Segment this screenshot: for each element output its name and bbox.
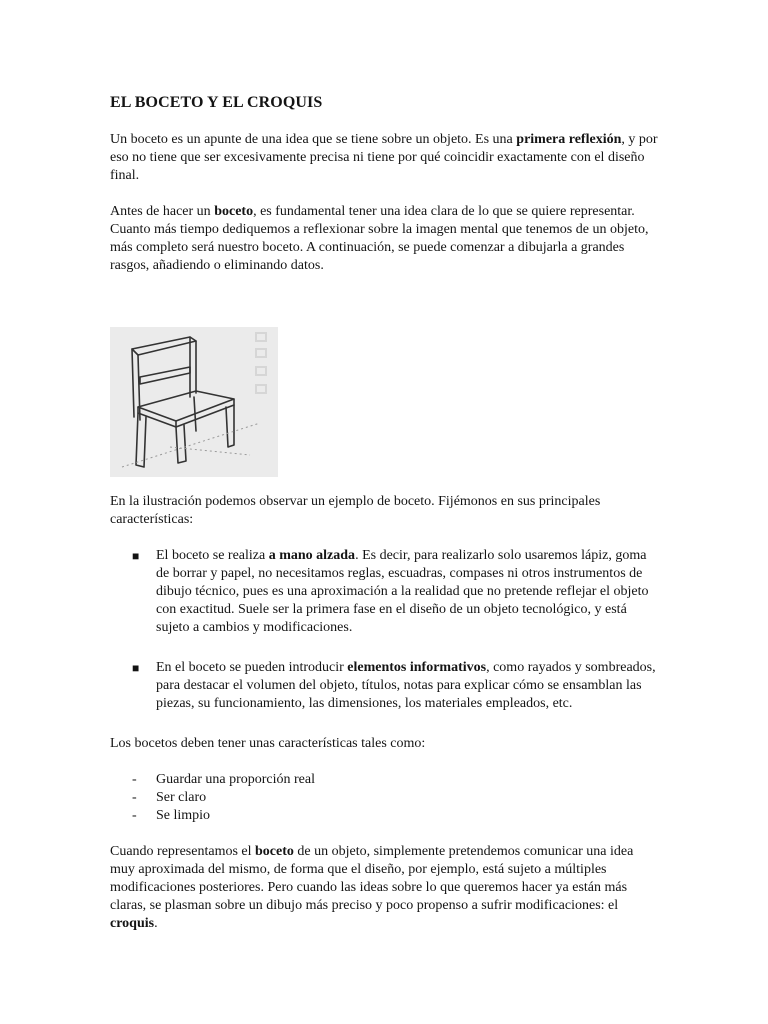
list-item xyxy=(110,789,658,807)
chair-sketch-icon xyxy=(110,327,278,477)
document-body xyxy=(110,93,658,933)
bold-term: a mano alzada xyxy=(268,548,356,563)
text: Guardar una proporción real xyxy=(156,772,315,787)
text: En el boceto se pueden introducir xyxy=(156,660,348,675)
list-item xyxy=(110,807,658,825)
bold-term: primera reflexión xyxy=(516,132,622,147)
bold-term: croquis xyxy=(110,916,155,931)
text: . Es decir, para realizarlo solo usaremos lápiz, goma de borrar y papel, no necesitamos reglas, escuadras, compases ni otros instrumentos de dibujo técnico, pues es una aproximación a la realidad que no pretende reflejar el objeto con exactitud. Suele ser la primera fase en el diseño de un objeto tecnológico, y está sujeto a cambios y modificaciones. xyxy=(156,548,649,635)
dash-icon: - xyxy=(132,808,137,823)
text: Un boceto es un apunte de una idea que se tiene sobre un objeto. Es una xyxy=(110,132,517,147)
paragraph-croquis xyxy=(110,843,658,933)
text: Ser claro xyxy=(156,790,207,805)
bullet-icon: ■ xyxy=(132,661,140,675)
text: Antes de hacer un xyxy=(110,204,215,219)
text: Cuando representamos el xyxy=(110,844,256,859)
bold-term: elementos informativos xyxy=(347,660,487,675)
text: , como rayados y sombreados, para destacar el volumen del objeto, títulos, notas para explicar cómo se ensamblan las piezas, su funcionamiento, las dimensiones, los materiales empleados, etc. xyxy=(156,660,656,711)
paragraph-intro xyxy=(110,131,658,185)
page-title: EL BOCETO Y EL CROQUIS xyxy=(110,94,323,111)
list-item xyxy=(110,547,658,637)
characteristics-list xyxy=(110,771,658,825)
dash-icon: - xyxy=(132,790,137,805)
feature-list xyxy=(110,547,658,713)
list-item xyxy=(110,771,658,789)
bold-term: boceto xyxy=(255,844,294,859)
text: Se limpio xyxy=(156,808,211,823)
text: . xyxy=(154,916,158,931)
paragraph-characteristics: Los bocetos deben tener unas características tales como: xyxy=(110,736,426,751)
bullet-icon: ■ xyxy=(132,549,140,563)
text: El boceto se realiza xyxy=(156,548,269,563)
dash-icon: - xyxy=(132,772,137,787)
bold-term: boceto xyxy=(214,204,254,219)
text: de un objeto, simplemente pretendemos comunicar una idea muy aproximada del mismo, de forma que el diseño, por ejemplo, está sujeto a múltiples modificaciones posteriores. Pero cuando las ideas sobre lo que queremos hacer ya están más claras, se plasman sobre un dibujo más preciso y poco propenso a sufrir modificaciones: el xyxy=(110,844,634,913)
list-item xyxy=(110,659,658,713)
paragraph-before-sketch xyxy=(110,203,658,275)
paragraph-illustration: En la ilustración podemos observar un ejemplo de boceto. Fijémonos en sus principales características: xyxy=(110,494,601,527)
text: , y por eso no tiene que ser excesivamente precisa ni tiene por qué coincidir exactamente con el diseño final. xyxy=(110,132,658,183)
text: , es fundamental tener una idea clara de lo que se quiere representar. Cuanto más tiempo dediquemos a reflexionar sobre la imagen mental que tenemos de un objeto, más completo será nuestro boceto. A continuación, se puede comenzar a dibujarla a grandes rasgos, añadiendo o eliminando datos. xyxy=(110,204,649,273)
